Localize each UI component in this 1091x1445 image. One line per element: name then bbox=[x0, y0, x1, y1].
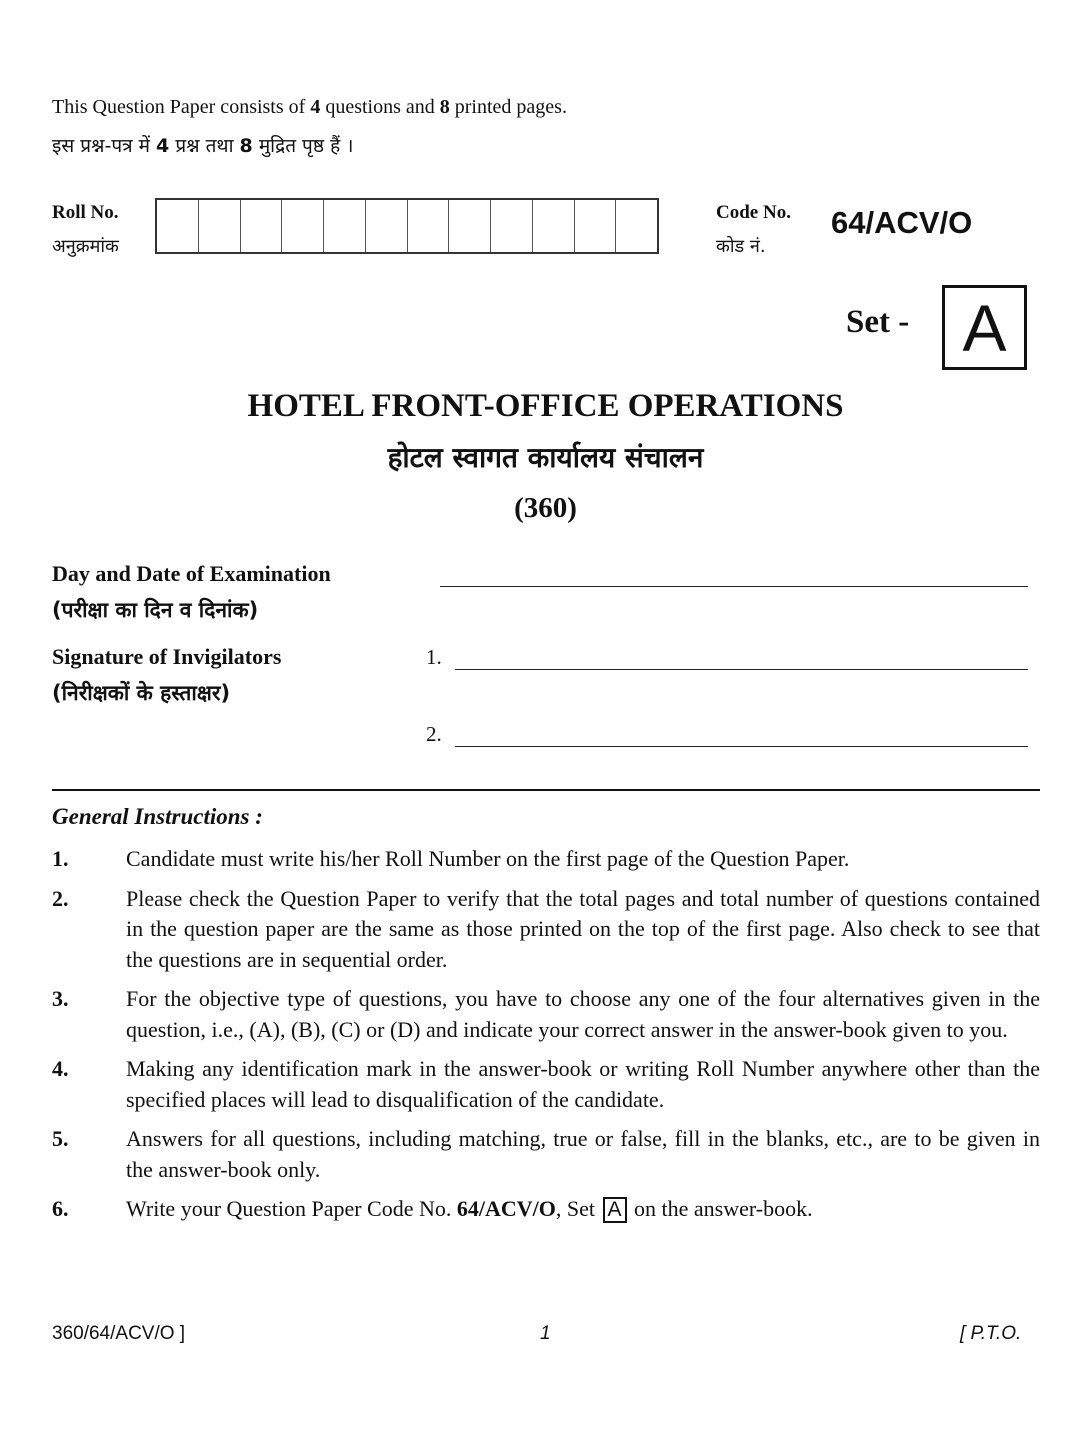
instruction-number: 6. bbox=[52, 1196, 69, 1221]
roll-digit-box[interactable] bbox=[157, 200, 199, 252]
roll-digit-box[interactable] bbox=[324, 200, 366, 252]
footer-paper-code: 360/64/ACV/O ] bbox=[52, 1323, 186, 1344]
instructions-heading: General Instructions : bbox=[52, 804, 263, 829]
exam-date-label-hindi: (परीक्षा का दिन व दिनांक) bbox=[52, 598, 259, 622]
roll-number-boxes[interactable] bbox=[155, 198, 659, 254]
signature-field-2[interactable] bbox=[455, 746, 1028, 747]
roll-digit-box[interactable] bbox=[366, 200, 408, 252]
roll-digit-box[interactable] bbox=[408, 200, 450, 252]
set-value-box: A bbox=[942, 285, 1027, 370]
instruction-text: Please check the Question Paper to verify that the total pages and total number of questions contained in the question paper are the same as those printed on the top of the first page. Also check to see that the questions are in sequential order. bbox=[126, 885, 1040, 972]
instruction-number: 4. bbox=[52, 1056, 69, 1081]
exam-date-label: Day and Date of Examination bbox=[52, 561, 331, 586]
instruction-text: Making any identification mark in the answer-book or writing Roll Number anywhere other than the specified places will lead to disqualification of the candidate. bbox=[126, 1056, 1040, 1112]
subject-code: (360) bbox=[514, 492, 577, 524]
subject-title: HOTEL FRONT-OFFICE OPERATIONS bbox=[247, 388, 844, 424]
roll-digit-box[interactable] bbox=[491, 200, 533, 252]
signature-number-2: 2. bbox=[426, 722, 442, 746]
roll-digit-box[interactable] bbox=[575, 200, 617, 252]
instruction-text: For the objective type of questions, you have to choose any one of the four alternatives given in the question, i.e., (A), (B), (C) or (D) and indicate your correct answer in the answer-book given to you. bbox=[126, 986, 1040, 1042]
instruction-text: Write your Question Paper Code No. 64/ACV/O, Set A on the answer-book. bbox=[126, 1196, 813, 1221]
page-number: 1 bbox=[540, 1323, 551, 1344]
roll-digit-box[interactable] bbox=[282, 200, 324, 252]
instruction-item bbox=[52, 1194, 1040, 1225]
subject-title-hindi: होटल स्वागत कार्यालय संचालन bbox=[387, 441, 704, 474]
instruction-code: 64/ACV/O bbox=[456, 1196, 556, 1221]
instructions-list bbox=[52, 844, 1040, 1234]
roll-digit-box[interactable] bbox=[616, 200, 657, 252]
exam-date-field[interactable] bbox=[440, 586, 1028, 587]
signature-field-1[interactable] bbox=[455, 669, 1028, 670]
code-number-label-hindi: कोड नं. bbox=[716, 236, 766, 257]
roll-number-label: Roll No. bbox=[52, 202, 119, 223]
please-turn-over: [ P.T.O. bbox=[960, 1323, 1022, 1344]
signature-number-1: 1. bbox=[426, 645, 442, 669]
invigilator-signature-label: Signature of Invigilators bbox=[52, 644, 282, 669]
instruction-item bbox=[52, 1124, 1040, 1185]
code-number-value: 64/ACV/O bbox=[831, 205, 973, 240]
invigilator-signature-label-hindi: (निरीक्षकों के हस्ताक्षर) bbox=[52, 681, 231, 705]
roll-digit-box[interactable] bbox=[241, 200, 283, 252]
instruction-item bbox=[52, 1054, 1040, 1115]
instruction-item bbox=[52, 884, 1040, 976]
instruction-number: 2. bbox=[52, 885, 69, 911]
instruction-item bbox=[52, 844, 1040, 875]
instruction-item bbox=[52, 984, 1040, 1045]
roll-digit-box[interactable] bbox=[199, 200, 241, 252]
code-number-label: Code No. bbox=[716, 202, 791, 223]
instruction-number: 5. bbox=[52, 1126, 69, 1151]
roll-digit-box[interactable] bbox=[533, 200, 575, 252]
instruction-set-box: A bbox=[603, 1197, 627, 1223]
instruction-number: 3. bbox=[52, 986, 69, 1011]
roll-digit-box[interactable] bbox=[449, 200, 491, 252]
instruction-number: 1. bbox=[52, 846, 69, 871]
set-label: Set - bbox=[846, 304, 910, 340]
instruction-text: Candidate must write his/her Roll Number on the first page of the Question Paper. bbox=[126, 846, 850, 871]
pages-info-english: This Question Paper consists of 4 questions and 8 printed pages. bbox=[52, 96, 567, 118]
roll-number-label-hindi: अनुक्रमांक bbox=[52, 236, 119, 257]
pages-info-hindi: इस प्रश्न-पत्र में 4 प्रश्न तथा 8 मुद्रित पृष्ठ हैं । bbox=[52, 135, 354, 157]
section-divider bbox=[52, 789, 1040, 791]
instruction-text: Answers for all questions, including matching, true or false, fill in the blanks, etc., are to be given in the answer-book only. bbox=[126, 1126, 1040, 1182]
